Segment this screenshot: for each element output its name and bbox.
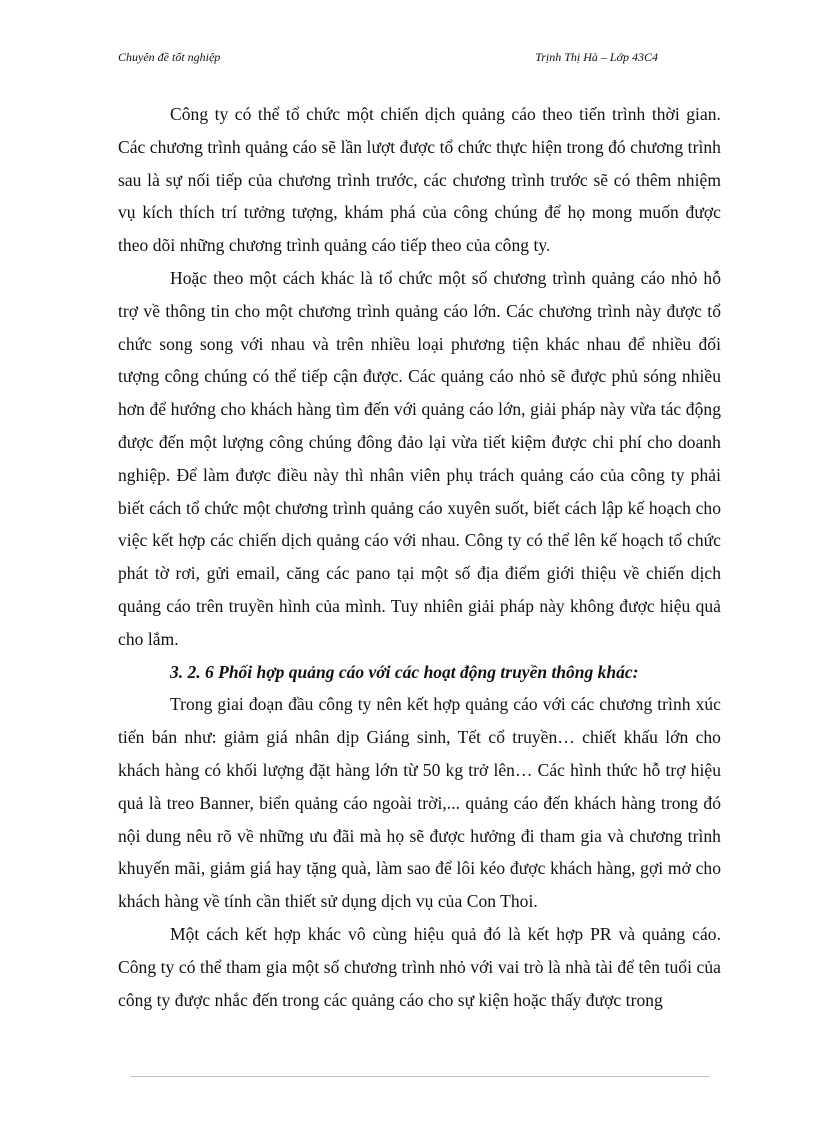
header-author: Trịnh Thị Hà – Lớp 43C4 [535, 50, 658, 64]
section-heading: 3. 2. 6 Phối hợp quảng cáo với các hoạt động truyền thông khác: [170, 661, 639, 682]
paragraph: Trong giai đoạn đầu công ty nên kết hợp quảng cáo với các chương trình xúc tiến bán như: giảm giá nhân dịp Giáng sinh, Tết cổ truyền… chiết khấu lớn cho khách hàng có khối lượng đặt hàng lớn từ 50 kg trở lên… Các hình thức hỗ trợ hiệu quả là treo Banner, biển quảng cáo ngoài trời,... quảng cáo đến khách hàng trong đó nội dung nêu rõ về những ưu đãi mà họ sẽ được hưởng đi tham gia và chương trình khuyến mãi, giảm giá hay tặng quà, làm sao để lôi kéo được khách hàng, gợi mở cho khách hàng về tính cần thiết sử dụng dịch vụ của Con Thoi. [118, 694, 721, 912]
paragraph: Công ty có thể tổ chức một chiến dịch quảng cáo theo tiến trình thời gian. Các chương trình quảng cáo sẽ lần lượt được tổ chức thực hiện trong đó chương trình sau là sự nối tiếp của chương trình trước, các chương trình trước sẽ có thêm nhiệm vụ kích thích trí tưởng tượng, khám phá của công chúng để họ mong muốn được theo dõi những chương trình quảng cáo tiếp theo của công ty. [118, 104, 721, 256]
footer-rule [130, 1076, 710, 1077]
page-header [118, 50, 658, 70]
paragraph: Hoặc theo một cách khác là tổ chức một số chương trình quảng cáo nhỏ hỗ trợ về thông tin cho một chương trình quảng cáo lớn. Các chương trình này được tổ chức song song với nhau và trên nhiều loại phương tiện khác nhau để nhiều đối tượng công chúng có thể tiếp cận được. Các quảng cáo nhỏ sẽ được phủ sóng nhiều hơn để hướng cho khách hàng tìm đến với quảng cáo lớn, giải pháp này vừa tác động được đến một lượng công chúng đông đảo lại vừa tiết kiệm được chi phí cho doanh nghiệp. Để làm được điều này thì nhân viên phụ trách quảng cáo của công ty phải biết cách tổ chức một chương trình quảng cáo xuyên suốt, biết cách lập kế hoạch cho việc kết hợp các chiến dịch quảng cáo với nhau. Công ty có thể lên kế hoạch tổ chức phát tờ rơi, gửi email, căng các pano tại một số địa điểm giới thiệu về chiến dịch quảng cáo trên truyền hình của mình. Tuy nhiên giải pháp này không được hiệu quả cho lắm. [118, 267, 721, 649]
paragraph: Một cách kết hợp khác vô cùng hiệu quả đó là kết hợp PR và quảng cáo. Công ty có thể tham gia một số chương trình nhỏ với vai trò là nhà tài để tên tuổi của công ty được nhắc đến trong các quảng cáo cho sự kiện hoặc thấy được trong [118, 923, 721, 1010]
document-body [118, 98, 721, 1016]
header-document-title: Chuyên đề tốt nghiệp [118, 50, 221, 64]
